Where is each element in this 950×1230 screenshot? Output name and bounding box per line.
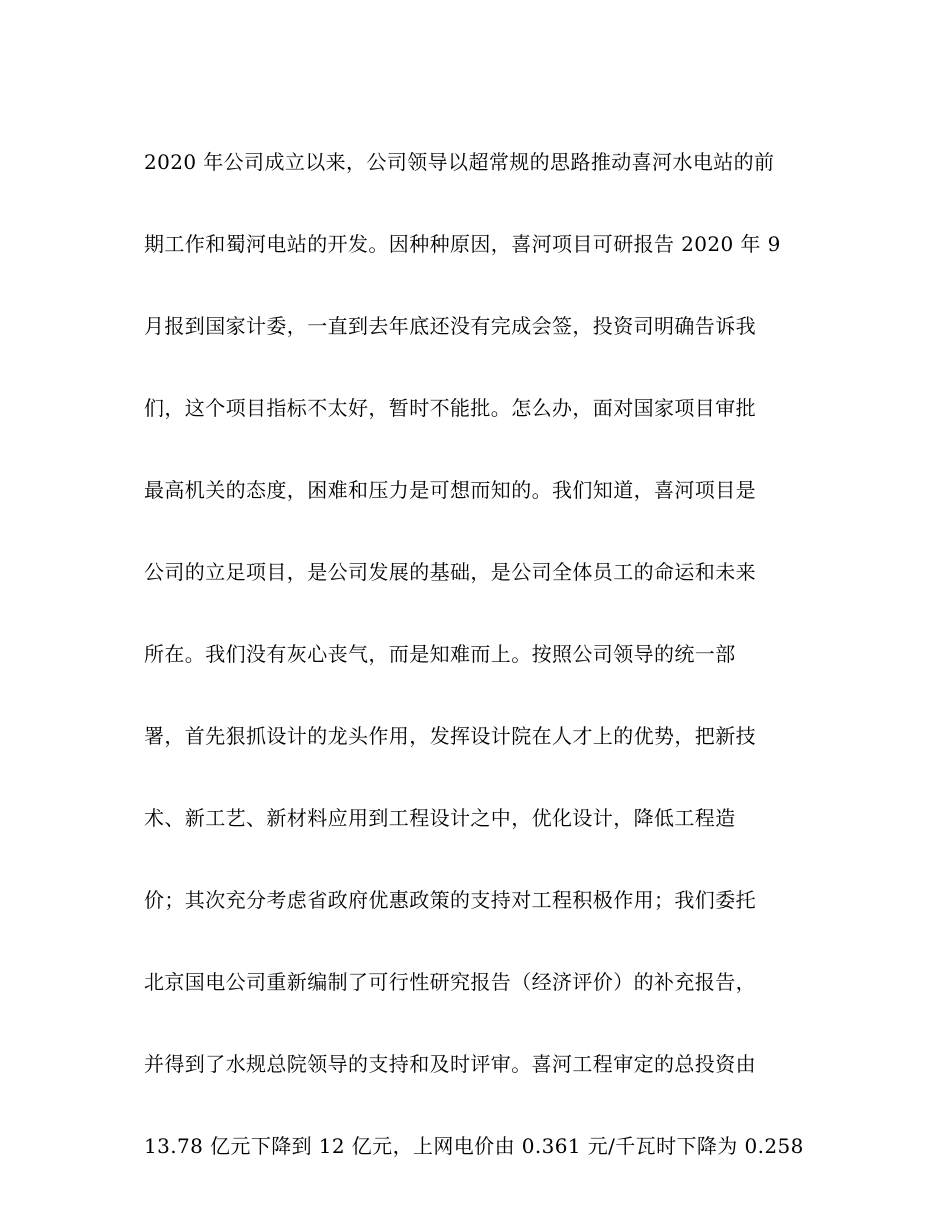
body-text bbox=[144, 138, 814, 1204]
text-line: 价；其次充分考虑省政府优惠政策的支持对工程积极作用；我们委托 bbox=[144, 888, 756, 912]
text-line: 署，首先狠抓设计的龙头作用，发挥设计院在人才上的优势，把新技 bbox=[144, 724, 756, 748]
text-line: 13.78 亿元下降到 12 亿元，上网电价由 0.361 元/千瓦时下降为 0.258 bbox=[144, 1134, 804, 1158]
text-line: 公司的立足项目，是公司发展的基础，是公司全体员工的命运和未来 bbox=[144, 560, 756, 584]
text-line: 们，这个项目指标不太好，暂时不能批。怎么办，面对国家项目审批 bbox=[144, 396, 756, 420]
text-line: 北京国电公司重新编制了可行性研究报告（经济评价）的补充报告， bbox=[144, 970, 756, 994]
text-line: 期工作和蜀河电站的开发。因种种原因，喜河项目可研报告 2020 年 9 bbox=[144, 232, 781, 256]
text-line: 最高机关的态度，困难和压力是可想而知的。我们知道，喜河项目是 bbox=[144, 478, 756, 502]
text-line: 术、新工艺、新材料应用到工程设计之中，优化设计，降低工程造 bbox=[144, 806, 736, 830]
text-line: 所在。我们没有灰心丧气，而是知难而上。按照公司领导的统一部 bbox=[144, 642, 736, 666]
text-line: 2020 年公司成立以来，公司领导以超常规的思路推动喜河水电站的前 bbox=[144, 150, 775, 174]
text-line: 并得到了水规总院领导的支持和及时评审。喜河工程审定的总投资由 bbox=[144, 1052, 756, 1076]
text-line: 月报到国家计委，一直到去年底还没有完成会签，投资司明确告诉我 bbox=[144, 314, 756, 338]
